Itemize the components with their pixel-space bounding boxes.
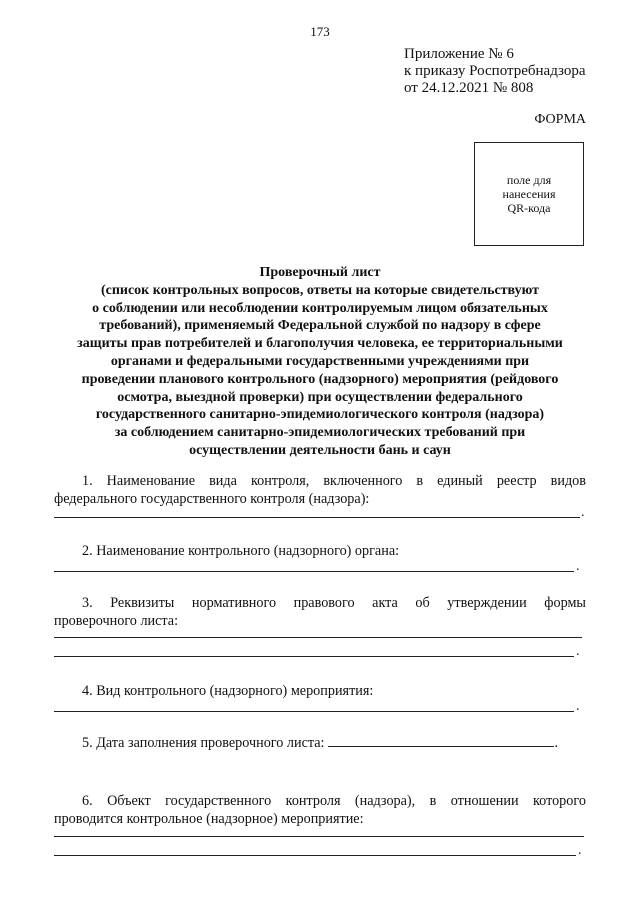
qr-text-line-3: QR-кода [507,201,551,215]
annex-order-reference: к приказу Роспотребнадзора [404,63,586,79]
title-line: органами и федеральными государственными учреждениями при [110,353,530,369]
item-3-first-line [54,594,586,612]
item-6-control-object [54,792,586,828]
annex-title: Приложение № 6 [404,46,514,62]
item-3-word: нормативного [191,595,277,611]
item-4-fill-line[interactable] [54,711,574,712]
item-6-second-line: проводится контрольное (надзорное) мероприятие: [54,811,364,827]
item-1-control-type [54,472,586,508]
item-1-word: Наименование [106,473,196,489]
item-3-word: утверждении [447,595,527,611]
item-1-word: включенного [323,473,403,489]
line-end-dot: . [576,699,580,714]
form-label: ФОРМА [534,112,586,127]
item-1-word: в [416,473,424,489]
line-end-dot: . [578,843,582,858]
item-2-authority: 2. Наименование контрольного (надзорного) органа: [82,543,400,559]
item-4-event-type: 4. Вид контрольного (надзорного) мероприятия: [82,683,374,699]
item-6-word: (надзора), [354,793,416,809]
item-6-fill-line-1[interactable] [54,836,584,837]
item-1-word: единый [437,473,483,489]
item-1-word: реестр [496,473,537,489]
title-line: осуществлении деятельности бань и саун [189,442,451,458]
title-line: государственного санитарно-эпидемиологического контроля (надзора) [95,407,545,423]
annex-order-date: от 24.12.2021 № 808 [404,80,534,96]
item-5-fill-date [54,733,586,752]
item-6-word: контроля [285,793,341,809]
title-line: Проверочный лист [259,265,381,280]
item-1-word: вида [209,473,237,489]
line-end-dot: . [581,505,585,520]
item-2-fill-line[interactable] [54,571,574,572]
annex-header [404,46,586,97]
item-5-label: 5. Дата заполнения проверочного листа: [82,735,325,751]
qr-text-line-2: нанесения [502,187,556,201]
page-number: 173 [310,24,330,39]
qr-code-placeholder-text [489,173,569,215]
item-6-word: государственного [165,793,272,809]
item-1-second-line: федерального государственного контроля (надзора): [54,491,370,507]
line-end-dot: . [554,735,559,751]
title-line: требований), применяемый Федеральной службой по надзору в сфере [99,318,541,334]
title-line: (список контрольных вопросов, ответы на которые свидетельствуют [100,282,540,298]
item-1-word: видов [550,473,586,489]
title-line: защиты прав потребителей и благополучия человека, ее территориальными [77,336,563,352]
item-3-second-line: проверочного листа: [54,613,179,629]
item-6-fill-line-2[interactable] [54,855,576,856]
item-6-word: которого [532,793,586,809]
item-3-word: правового [293,595,355,611]
item-1-first-line [54,472,586,490]
item-1-word: контроля, [250,473,310,489]
item-3-word: акта [372,595,398,611]
item-3-normative-act [54,594,586,630]
qr-text-line-1: поле для [506,173,552,187]
item-6-word: 6. [82,793,93,809]
item-3-word: формы [544,595,586,611]
line-end-dot: . [576,644,580,659]
item-6-word: в [429,793,437,809]
document-title [56,264,584,460]
item-3-word: Реквизиты [110,595,175,611]
line-end-dot: . [576,559,580,574]
item-3-word: 3. [82,595,93,611]
item-6-word: отношении [450,793,519,809]
item-3-fill-line-1[interactable] [54,637,582,638]
qr-code-field [474,142,584,246]
item-6-first-line [54,792,586,810]
item-5-date-field[interactable] [328,733,554,747]
item-6-word: Объект [107,793,151,809]
item-1-fill-line[interactable] [54,517,580,518]
title-line: за соблюдением санитарно-эпидемиологических требований при [114,425,526,441]
item-3-fill-line-2[interactable] [54,656,574,657]
title-line: проведении планового контрольного (надзорного) мероприятия (рейдового [81,371,559,387]
item-1-number: 1. [82,473,93,489]
title-line: о соблюдении или несоблюдении контролируемым лицом обязательных [92,300,548,316]
title-line: осмотра, выездной проверки) при осуществлении федерального [117,389,523,405]
item-3-word: об [415,595,430,611]
